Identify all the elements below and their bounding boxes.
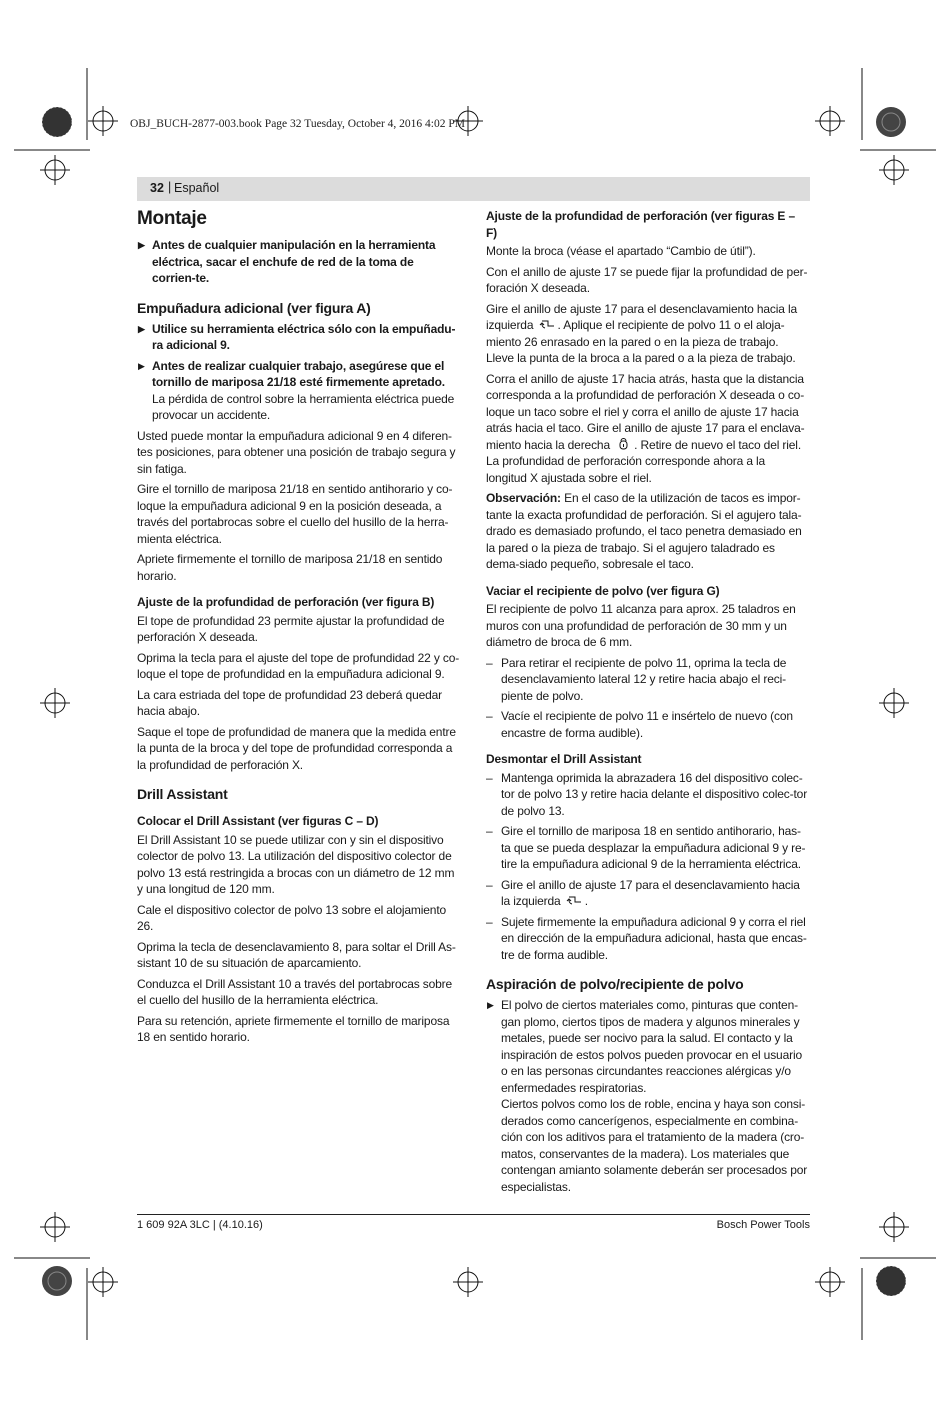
paragraph: Saque el tope de profundidad de manera que la medida entre la punta de la broca y del tope de profundidad corresponda a la profundidad de perforación X. (137, 724, 456, 772)
warning-text: ▶ El polvo de ciertos materiales como, pinturas que conten-gan plomo, ciertos tipos de madera y algunos minerales y metales, puede ser nocivo para la salud. El contacto y la inspiración de estos polvos pueden provocar en el usuario o en las personas circundantes reacciones alérgicas y/o enfermedades respiratorias. (501, 998, 802, 1095)
text-span: . Aplique el recipiente de polvo 11 o el aloja-miento 26 enrasado en la pared o en la pieza de trabajo. Lleve la punta de la broca a la pared o a la pieza de trabajo. (486, 318, 796, 365)
subsection-title: Ajuste de la profundidad de perforación (ver figuras E – F) (486, 209, 795, 240)
note-label: Observación: (486, 491, 561, 505)
paragraph: El Drill Assistant 10 se puede utilizar con y sin el dispositivo colector de polvo 13. La utilización del dispositivo colector de polvo 13 está restringida a brocas con un diámetro de 12 mm y una longitud de 120 mm. (137, 832, 455, 896)
section-title-drill-assistant: Drill Assistant (137, 786, 228, 802)
section-title-aspiracion: Aspiración de polvo/recipiente de polvo (486, 976, 744, 992)
paragraph: Conduzca el Drill Assistant 10 a través del portabrocas sobre el cuello del husillo de la herramienta eléctrica. (137, 976, 453, 1007)
warning-bold-text: Antes de realizar cualquier trabajo, asegúrese que el tornillo de mariposa 21/18 esté firmemente apretado. (152, 358, 445, 389)
page-language: Español (174, 181, 220, 195)
note-text: En el caso de la utilización de tacos es impor-tante la exacta profundidad de perforación. Si el agujero tala-drado es demasiado profundo, el taco penetra demasiado en la pared o la pieza de trabajo. Si el agujero taladrado es dema-siado pequeño, sobresale el taco. (486, 491, 802, 571)
rotate-right-lock-icon (615, 438, 632, 450)
warning-normal-text: La pérdida de control sobre la herramienta eléctrica puede provocar un accidente. (152, 391, 455, 422)
paragraph: La cara estriada del tope de profundidad 23 deberá quedar hacia abajo. (137, 687, 443, 718)
footer-brand: Bosch Power Tools (716, 1219, 810, 1231)
warning-text: Ciertos polvos como los de roble, encina y haya son consi-derados como cancerígenos, especialmente en combina-ción con los aditivos para el tratamiento de la madera (cro-matos, conservantes de la madera). Los materiales que contengan amianto solamente deberán ser procesados por especialistas. (501, 1097, 808, 1194)
dash-item: – Para retirar el recipiente de polvo 11, oprima la tecla de desenclavamiento lateral 12 y retire hacia abajo el reci-piente de polvo. (486, 655, 809, 705)
warning-bullet: ▶ Antes de cualquier manipulación en la herramienta eléctrica, sacar el enchufe de red de la toma de corrien-te. (137, 237, 460, 287)
section-title-montaje: Montaje (137, 208, 207, 229)
paragraph: Con el anillo de ajuste 17 se puede fijar la profundidad de per-foración X deseada. (486, 264, 808, 295)
paragraph: El tope de profundidad 23 permite ajustar la profundidad de perforación X deseada. (137, 613, 445, 644)
rotate-left-unlock-icon (539, 318, 556, 330)
text-span: . Retire de nuevo el taco del riel. La profundidad de perforación corresponde ahora a la longitud X ajustada sobre el riel. (486, 437, 802, 485)
paragraph: Cale el dispositivo colector de polvo 13 sobre el alojamiento 26. (137, 902, 447, 933)
paragraph: Gire el tornillo de mariposa 21/18 en sentido antihorario y co-loque la empuñadura adicional 9 en la posición deseada, a través del portabrocas sobre el cuello del husillo de la herra-mienta eléctrica. (137, 482, 453, 546)
text-span: . (584, 894, 588, 908)
print-header: OBJ_BUCH-2877-003.book Page 32 Tuesday, October 4, 2016 4:02 PM (130, 118, 465, 130)
paragraph (486, 371, 809, 487)
paragraph: Usted puede montar la empuñadura adicional 9 en 4 diferen-tes posiciones, para obtener una posición de trabajo segura y sin fatiga. (137, 428, 456, 476)
subsection-title: Ajuste de la profundidad de perforación (ver figura B) (137, 595, 435, 609)
dash-item: – Mantenga oprimida la abrazadera 16 del dispositivo colec-tor de polvo 13 y retire hacia delante el dispositivo colec-tor de polvo 13. (486, 770, 809, 820)
paragraph (486, 301, 809, 367)
page-separator: | (168, 180, 172, 194)
note-paragraph (486, 490, 809, 573)
footer-rule (137, 1214, 810, 1215)
left-column (137, 206, 460, 1050)
rotate-left-unlock-icon (566, 894, 583, 906)
paragraph: El recipiente de polvo 11 alcanza para aprox. 25 taladros en muros con una profundidad de perforación de 30 mm y un diámetro de broca de 6 mm. (486, 602, 796, 649)
subsection-title: Vaciar el recipiente de polvo (ver figura G) (486, 583, 720, 598)
text-span: Gire el anillo de ajuste 17 para el desenclavamiento hacia la izquierda (486, 301, 798, 332)
subsection-title: Colocar el Drill Assistant (ver figuras C – D) (137, 814, 379, 828)
paragraph: Monte la broca (véase el apartado “Cambio de útil”). (486, 244, 756, 258)
warning-bullet: ▶ Utilice su herramienta eléctrica sólo con la empuñadu-ra adicional 9. (137, 321, 460, 354)
warning-bullet (486, 997, 809, 1195)
dash-item (486, 877, 809, 910)
footer-doc-code: 1 609 92A 3LC | (4.10.16) (137, 1219, 263, 1231)
warning-bullet (137, 358, 460, 424)
paragraph: Apriete firmemente el tornillo de mariposa 21/18 en sentido horario. (137, 552, 443, 583)
subsection-title: Desmontar el Drill Assistant (486, 752, 642, 766)
paragraph: Oprima la tecla de desenclavamiento 8, para soltar el Drill As-sistant 10 de su situación de aparcamiento. (137, 939, 456, 970)
dash-item: – Sujete firmemente la empuñadura adicional 9 y corra el riel en dirección de la empuñadura adicional, hasta que encas-tre de forma audible. (486, 914, 809, 964)
paragraph: Oprima la tecla para el ajuste del tope de profundidad 22 y co-loque el tope de profundidad en la empuñadura adicional 9. (137, 650, 460, 681)
dash-item: – Gire el tornillo de mariposa 18 en sentido antihorario, has-ta que se pueda desplazar la empuñadura adicional 9 y re-tire la empuñadura adicional 9 de la herramienta eléctrica. (486, 823, 809, 873)
page-number: 32 (150, 181, 164, 195)
text-span: Corra el anillo de ajuste 17 hacia atrás, hasta que la distancia corresponda a la profundidad de perforación X deseada o co-loque un taco sobre el riel y corra el anillo de ajuste 17 hacia atrás hacia el taco. Gire el anillo de ajuste 17 para el enclava-miento hacia la derecha (486, 371, 805, 452)
paragraph: Para su retención, apriete firmemente el tornillo de mariposa 18 en sentido horario. (137, 1013, 450, 1044)
page-header-bar (137, 177, 810, 201)
section-title-empunadura: Empuñadura adicional (ver figura A) (137, 299, 371, 316)
right-column (486, 208, 809, 1199)
dash-item: – Vacíe el recipiente de polvo 11 e insértelo de nuevo (con encastre de forma audible). (486, 708, 809, 741)
text-span: Gire el anillo de ajuste 17 para el desenclavamiento hacia la izquierda (501, 877, 800, 908)
